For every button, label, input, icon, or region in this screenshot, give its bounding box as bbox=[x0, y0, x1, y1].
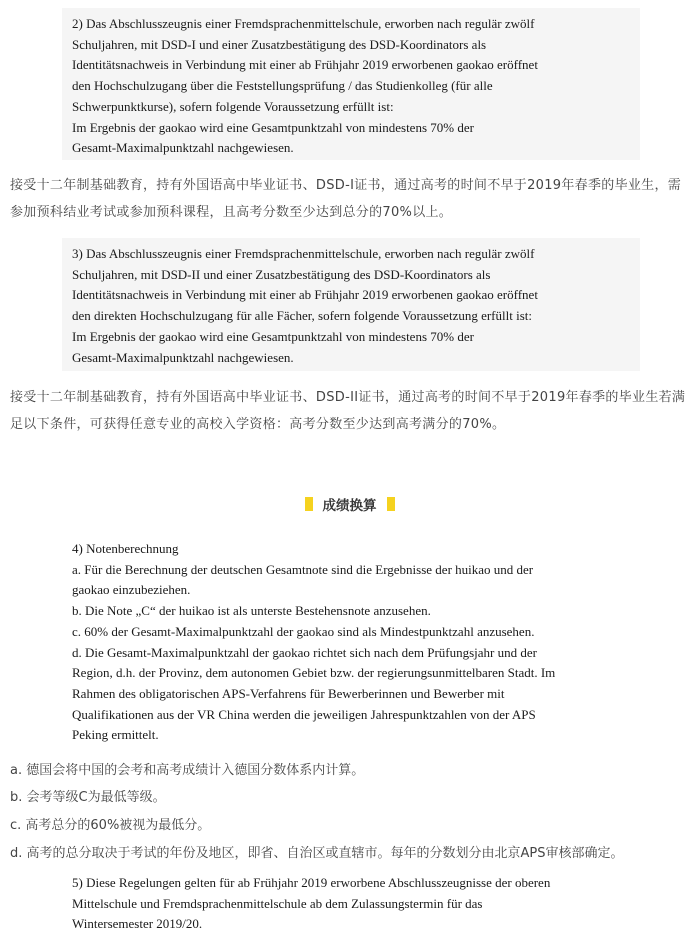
german-block-3 bbox=[62, 238, 640, 371]
chinese-item-d: d. 高考的总分取决于考试的年份及地区，即省、自治区或直辖市。每年的分数划分由北京APS审核部确定。 bbox=[10, 846, 624, 861]
german-line: Identitätsnachweis in Verbindung mit einer ab Frühjahr 2019 erworbenen gaokao eröffnet bbox=[72, 57, 538, 73]
german-line: Identitätsnachweis in Verbindung mit einer ab Frühjahr 2019 erworbenen gaokao eröffnet bbox=[72, 287, 538, 303]
german-line: Peking ermittelt. bbox=[72, 727, 159, 743]
german-line: den Hochschulzugang über die Feststellungsprüfung / das Studienkolleg (für alle bbox=[72, 78, 493, 94]
german-line: 3) Das Abschlusszeugnis einer Fremdsprachenmittelschule, erworben nach regulär zwölf bbox=[72, 246, 535, 261]
german-line: b. Die Note „C“ der huikao ist als unterste Bestehensnote anzusehen. bbox=[72, 603, 431, 619]
section-heading bbox=[0, 492, 699, 516]
german-line: 5) Diese Regelungen gelten für ab Frühjahr 2019 erworbene Abschlusszeugnisse der oberen bbox=[72, 875, 551, 890]
german-line: Region, d.h. der Provinz, dem autonomen Gebiet bzw. der regierungsunmittelbaren Stadt. Im bbox=[72, 665, 556, 681]
german-line: den direkten Hochschulzugang für alle Fächer, sofern folgende Voraussetzung erfüllt ist: bbox=[72, 308, 532, 324]
section-heading-title: 成绩换算 bbox=[322, 498, 377, 514]
german-line: Im Ergebnis der gaokao wird eine Gesamtpunktzahl von mindestens 70% der bbox=[72, 119, 474, 135]
german-block-4 bbox=[72, 539, 632, 746]
german-line: Schwerpunktkurse), sofern folgende Voraussetzung erfüllt ist: bbox=[72, 98, 394, 114]
german-line: c. 60% der Gesamt-Maximalpunktzahl der gaokao sind als Mindestpunktzahl anzusehen. bbox=[72, 623, 535, 639]
german-line: Schuljahren, mit DSD-I und einer Zusatzbestätigung des DSD-Koordinators als bbox=[72, 36, 487, 52]
german-line: 4) Notenberechnung bbox=[72, 541, 179, 556]
heading-accent-bar-left bbox=[305, 497, 313, 511]
german-line: Mittelschule und Fremdsprachenmittelschule ab dem Zulassungstermin für das bbox=[72, 895, 483, 911]
chinese-paragraph-3: 接受十二年制基础教育，持有外国语高中毕业证书、DSD-II证书，通过高考的时间不早于2019年春季的毕业生若满足以下条件，可获得任意专业的高校入学资格：高考分数至少达到高考满分的70%。 bbox=[10, 390, 686, 432]
german-line: Wintersemester 2019/20. bbox=[72, 916, 203, 932]
chinese-item-c: c. 高考总分的60%被视为最低分。 bbox=[10, 818, 211, 833]
german-line: Gesamt-Maximalpunktzahl nachgewiesen. bbox=[72, 140, 294, 156]
german-line: Qualifikationen aus der VR China werden die jeweiligen Jahrespunktzahlen von der APS bbox=[72, 706, 536, 722]
german-line: gaokao einzubeziehen. bbox=[72, 582, 191, 598]
german-line: Gesamt-Maximalpunktzahl nachgewiesen. bbox=[72, 349, 294, 365]
german-line: 2) Das Abschlusszeugnis einer Fremdsprachenmittelschule, erworben nach regulär zwölf bbox=[72, 16, 535, 31]
german-line: Schuljahren, mit DSD-II und einer Zusatzbestätigung des DSD-Koordinators als bbox=[72, 266, 491, 282]
german-line: a. Für die Berechnung der deutschen Gesamtnote sind die Ergebnisse der huikao und der bbox=[72, 561, 534, 577]
chinese-paragraph-2: 接受十二年制基础教育，持有外国语高中毕业证书、DSD-I证书，通过高考的时间不早于2019年春季的毕业生，需参加预科结业考试或参加预科课程，且高考分数至少达到总分的70%以上。 bbox=[10, 178, 682, 220]
heading-accent-bar-right bbox=[387, 497, 395, 511]
german-line: Im Ergebnis der gaokao wird eine Gesamtpunktzahl von mindestens 70% der bbox=[72, 328, 474, 344]
german-block-2 bbox=[62, 8, 640, 160]
german-block-5 bbox=[72, 873, 632, 935]
chinese-item-b: b. 会考等级C为最低等级。 bbox=[10, 790, 166, 805]
chinese-item-a: a. 德国会将中国的会考和高考成绩计入德国分数体系内计算。 bbox=[10, 763, 365, 778]
german-line: Rahmen des obligatorischen APS-Verfahrens für Bewerberinnen und Bewerber mit bbox=[72, 685, 505, 701]
german-line: d. Die Gesamt-Maximalpunktzahl der gaokao richtet sich nach dem Prüfungsjahr und der bbox=[72, 644, 537, 660]
